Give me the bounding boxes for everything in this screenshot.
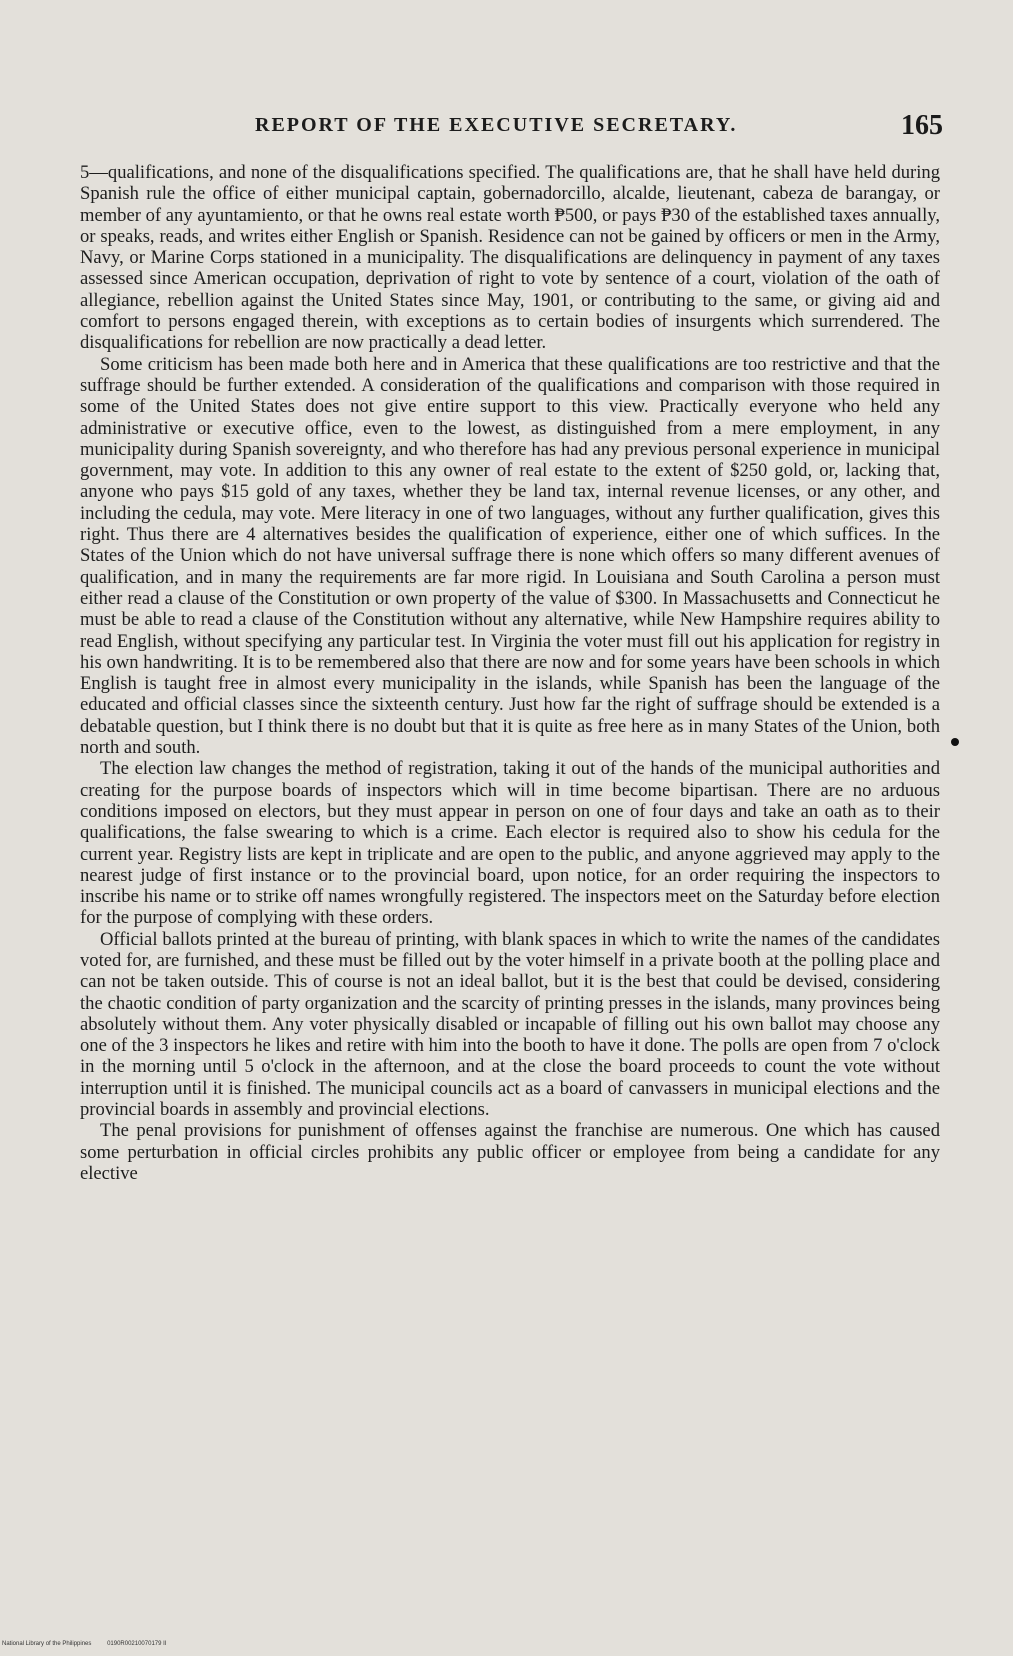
paragraph-qualifications: 5—qualifications, and none of the disqualifications specified. The qualifications are, that he shall have held during Spanish rule the office of either municipal captain, gobernadorcillo, alcalde, lieutenant, cabeza de barangay, or member of any ayuntamiento, or that he owns real estate worth ₱500, or pays ₱30 of the established taxes annually, or speaks, reads, and writes either English or Spanish. Residence can not be gained by officers or men in the Army, Navy, or Marine Corps stationed in a municipality. The disqualifications are delinquency in payment of any taxes assessed since American occupation, deprivation of right to vote by sentence of a court, violation of the oath of allegiance, rebellion against the United States since May, 1901, or contributing to the same, or giving aid and comfort to persons engaged therein, with exceptions as to certain bodies of insurgents which surrendered. The disqualifications for rebellion are now practically a dead letter. xyxy=(80,162,940,354)
paragraph-criticism: Some criticism has been made both here and in America that these qualifications are too restrictive and that the suffrage should be further extended. A consideration of the qualifications and comparison with those required in some of the United States does not give entire support to this view. Practically everyone who held any administrative or executive office, even to the lowest, as distinguished from a mere employment, in any municipality during Spanish sovereignty, and who therefore has had any previous personal experience in municipal government, may vote. In addition to this any owner of real estate to the extent of $250 gold, or, lacking that, anyone who pays $15 gold of any taxes, whether they be land tax, internal revenue licenses, or any other, and including the cedula, may vote. Mere literacy in one of two languages, without any further qualification, gives this right. Thus there are 4 alternatives besides the qualification of experience, either one of which suffices. In the States of the Union which do not have universal suffrage there is none which offers so many different avenues of qualification, and in many the requirements are far more rigid. In Louisiana and South Carolina a person must either read a clause of the Constitution or own property of the value of $300. In Massachusetts and Connecticut he must be able to read a clause of the Constitution without any alternative, while New Hampshire requires ability to read English, without specifying any particular test. In Virginia the voter must fill out his application for registry in his own handwriting. It is to be remembered also that there are now and for some years have been schools in which English is taught free in almost every municipality in the islands, while Spanish has been the language of the educated and official classes since the sixteenth century. Just how far the right of suffrage should be extended is a debatable question, but I think there is no doubt but that it is quite as free here as in many States of the Union, both north and south. xyxy=(80,353,940,759)
paragraph-ballots: Official ballots printed at the bureau of printing, with blank spaces in which to write the names of the candidates voted for, are furnished, and these must be filled out by the voter himself in a private booth at the polling place and can not be taken outside. This of course is not an ideal ballot, but it is the best that could be devised, considering the chaotic condition of party organization and the scarcity of printing presses in the islands, many provinces being absolutely without them. Any voter physically disabled or incapable of filling out his own ballot may choose any one of the 3 inspectors he likes and retire with him into the booth to have it done. The polls are open from 7 o'clock in the morning until 5 o'clock in the afternoon, and at the close the board proceeds to count the vote without interruption until it is finished. The municipal councils act as a board of canvassers in municipal elections and the provincial boards in assembly and provincial elections. xyxy=(80,928,940,1121)
footer xyxy=(2,1641,166,1647)
paragraph-registration: The election law changes the method of registration, taking it out of the hands of the municipal authorities and creating for the purpose boards of inspectors which will in time become bipartisan. There are no arduous conditions imposed on electors, but they must appear in person on one of four days and take an oath as to their qualifications, the false swearing to which is a crime. Each elector is required also to show his cedula for the current year. Registry lists are kept in triplicate and are open to the public, and anyone aggrieved may apply to the nearest judge of first instance or to the provincial board, upon notice, for an order requiring the inspectors to inscribe his name or to strike off names wrongfully registered. The inspectors meet on the Saturday before election for the purpose of complying with these orders. xyxy=(80,758,940,929)
paragraph-penal-provisions: The penal provisions for punishment of offenses against the franchise are numerous. One which has caused some perturbation in official circles prohibits any public officer or employee from being a candidate for any elective xyxy=(80,1120,940,1184)
footer-code: 0190R00210070179 II xyxy=(107,1641,167,1647)
margin-dot-mark xyxy=(951,738,959,746)
page-number: 165 xyxy=(901,110,943,141)
footer-library: National Library of the Philippines xyxy=(2,1641,92,1647)
body-text xyxy=(80,162,940,1184)
running-title: REPORT OF THE EXECUTIVE SECRETARY. xyxy=(255,114,738,136)
running-head xyxy=(80,110,943,142)
